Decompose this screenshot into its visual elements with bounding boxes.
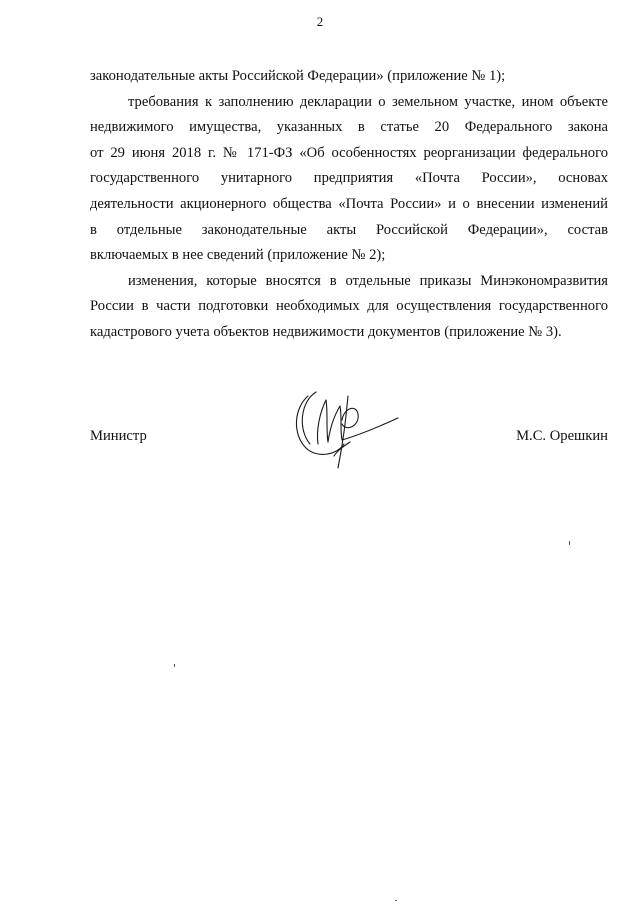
paragraph-1 (90, 64, 608, 90)
paragraph-2 (90, 90, 608, 269)
text-line: России в части подготовки необходимых для осуществления государственного (90, 298, 608, 315)
text-line: требования к заполнению декларации о земельном участке, ином объекте (128, 93, 608, 110)
text-line: деятельности акционерного общества «Почта России» и о внесении изменений (90, 195, 608, 212)
text-line: от 29 июня 2018 г. № 171-ФЗ «Об особенностях реорганизации федерального (90, 144, 608, 161)
text-line: кадастрового учета объектов недвижимости документов (приложение № 3). (90, 323, 562, 340)
scan-speck (395, 900, 397, 901)
text-line: изменения, которые вносятся в отдельные приказы Минэкономразвития (128, 272, 608, 289)
document-body (90, 64, 608, 346)
page-number: 2 (316, 14, 324, 29)
text-line: законодательные акты Российской Федерации» (приложение № 1); (90, 68, 506, 84)
text-line: в отдельные законодательные акты Российской Федерации», состав (90, 221, 608, 238)
handwritten-signature (286, 382, 406, 472)
scan-speck (174, 664, 175, 667)
signer-name: М.С. Орешкин (516, 428, 608, 444)
signer-position: Министр (90, 428, 147, 444)
text-line: государственного унитарного предприятия «Почта России», основах (90, 170, 608, 187)
paragraph-3 (90, 269, 608, 346)
text-line: недвижимого имущества, указанных в статье 20 Федерального закона (90, 119, 608, 136)
scan-speck (569, 541, 570, 545)
text-line: включаемых в нее сведений (приложение № 2); (90, 247, 386, 264)
